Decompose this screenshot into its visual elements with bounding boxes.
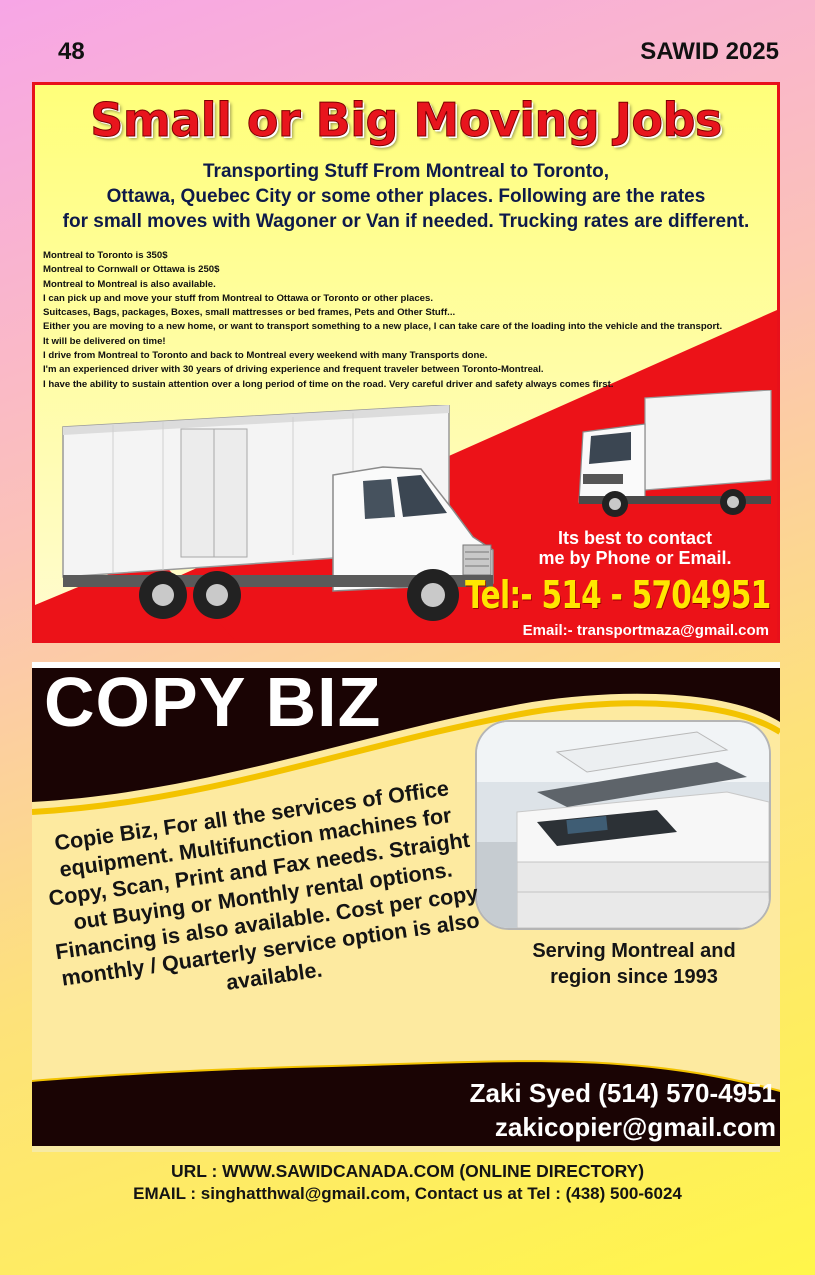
contact-line-2: me by Phone or Email. xyxy=(538,548,732,568)
detail-line: I have the ability to sustain attention over a long period of time on the road. Very careful driver and safety always comes first. xyxy=(43,378,614,390)
detail-line: It will be delivered on time! xyxy=(43,335,166,347)
moving-phone[interactable]: Tel:- 514 - 5704951 xyxy=(465,573,771,617)
detail-line: I can pick up and move your stuff from Montreal to Ottawa or Toronto or other places. xyxy=(43,292,434,304)
detail-line: Montreal to Montreal is also available. xyxy=(43,278,216,290)
subtitle-line: Ottawa, Quebec City or some other places. Following are the rates xyxy=(106,186,706,207)
page-number: 48 xyxy=(58,38,85,65)
copy-biz-title: COPY BIZ xyxy=(44,663,382,741)
copy-biz-description: Copie Biz, For all the services of Office equipment. Multifunction machines for Copy, Scan, Print and Fax needs. Straight out Buying or Monthly rental options. Financing is also available. Cost per copy monthly / Quarterly service option is also available. xyxy=(47,776,481,995)
moving-email[interactable]: Email:- transportmaza@gmail.com xyxy=(522,622,769,639)
small-truck-image xyxy=(575,390,775,520)
copy-biz-ad xyxy=(32,662,780,1152)
moving-ad-subtitle xyxy=(35,159,777,234)
contact-name-phone[interactable]: Zaki Syed (514) 570-4951 xyxy=(469,1078,776,1108)
detail-line: I'm an experienced driver with 30 years of driving experience and frequent traveler between Toronto-Montreal. xyxy=(43,364,544,376)
detail-line: Montreal to Cornwall or Ottawa is 250$ xyxy=(43,264,220,276)
moving-ad-details xyxy=(43,249,773,392)
copier-photo xyxy=(475,720,771,930)
serving-note: Serving Montreal and region since 1993 xyxy=(532,940,736,988)
subtitle-line: for small moves with Wagoner or Van if needed. Trucking rates are different. xyxy=(62,211,750,232)
detail-line: Either you are moving to a new home, or want to transport something to a new place, I can take care of the loading into the vehicle and the transport. xyxy=(43,321,723,333)
box-truck-image xyxy=(53,405,499,623)
copier-machine-image xyxy=(477,722,769,928)
subtitle-line: Transporting Stuff From Montreal to Toronto, xyxy=(203,161,609,182)
contact-email[interactable]: zakicopier@gmail.com xyxy=(494,1112,776,1142)
moving-ad xyxy=(32,82,780,643)
detail-line: Suitcases, Bags, packages, Boxes, small mattresses or bed frames, Pets and Other Stuff... xyxy=(43,307,456,319)
footer-url[interactable]: URL : WWW.SAWIDCANADA.COM (ONLINE DIRECTORY) xyxy=(170,1161,645,1181)
publication-title: SAWID 2025 xyxy=(640,38,779,65)
detail-line: I drive from Montreal to Toronto and back to Montreal every weekend with many Transports done. xyxy=(43,350,488,362)
contact-prompt xyxy=(505,528,765,568)
detail-line: Montreal to Toronto is 350$ xyxy=(43,250,168,261)
footer-contact[interactable]: EMAIL : singhatthwal@gmail.com, Contact us at Tel : (438) 500-6024 xyxy=(133,1184,682,1203)
contact-line-1: Its best to contact xyxy=(557,528,713,548)
moving-ad-title: Small or Big Moving Jobs xyxy=(90,93,722,147)
copy-biz-contact xyxy=(470,1076,776,1144)
